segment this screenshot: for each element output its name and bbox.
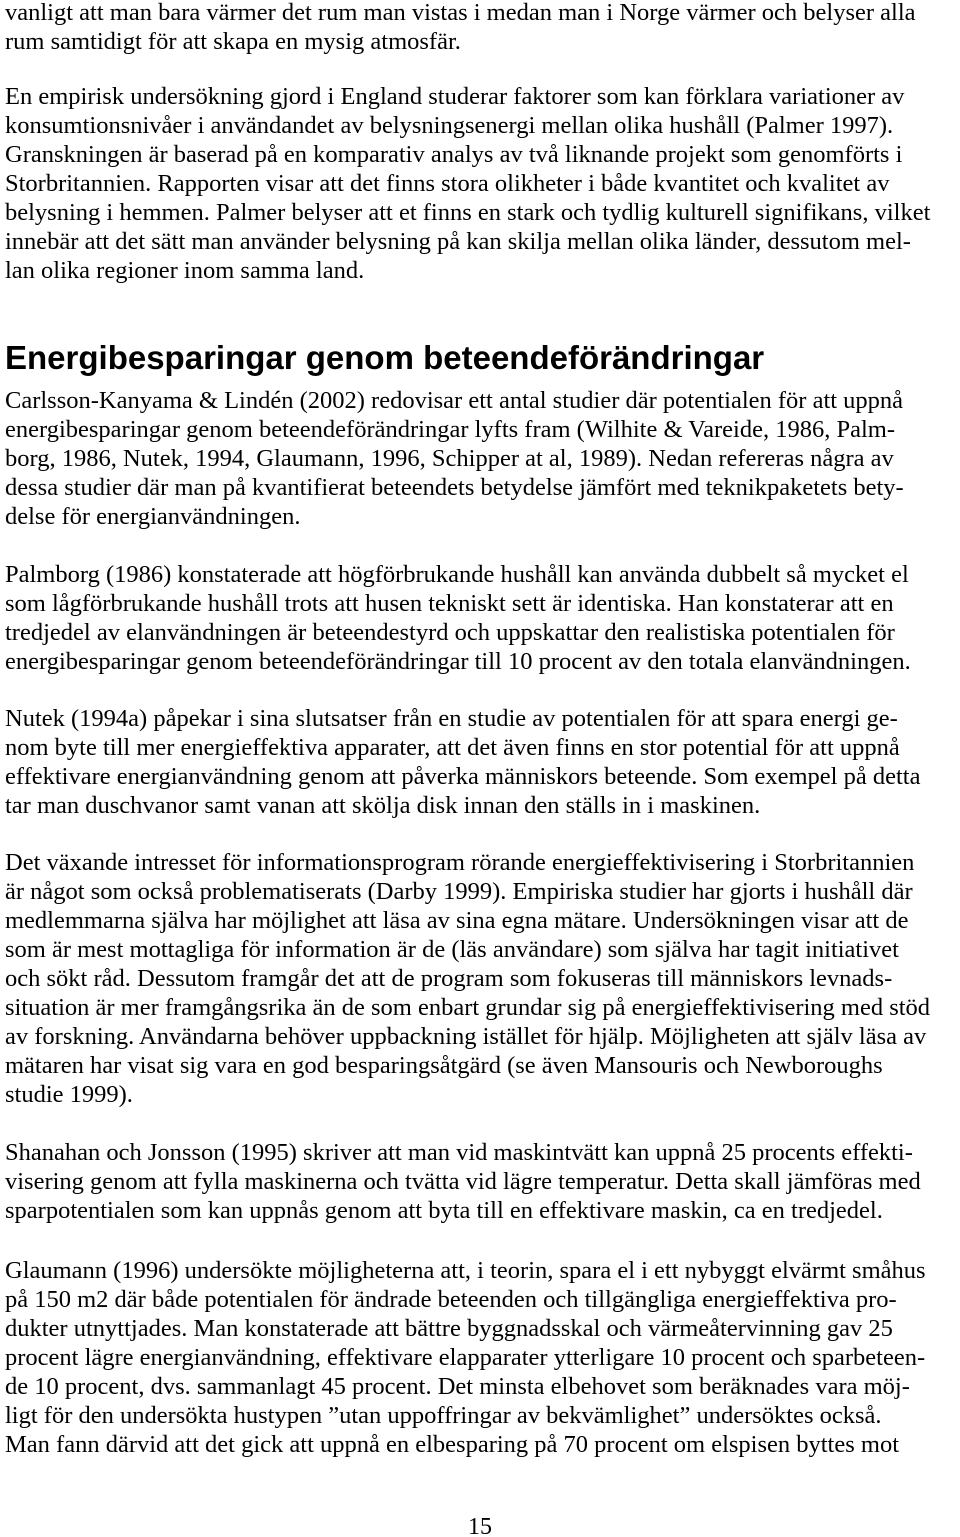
text-line: medlemmarna själva har möjlighet att läsa av sina egna mätare. Undersökningen visar att de [5, 907, 909, 934]
text-line: effektivare energianvändning genom att påverka människors beteende. Som exempel på detta [5, 763, 921, 790]
text-line: procent lägre energianvändning, effektivare elapparater ytterligare 10 procent och sparbeteen- [5, 1344, 926, 1371]
text-line: rum samtidigt för att skapa en mysig atmosfär. [5, 28, 461, 55]
page-number: 15 [468, 1514, 492, 1537]
text-line: vanligt att man bara värmer det rum man vistas i medan man i Norge värmer och belyser alla [5, 0, 916, 26]
paragraph [5, 560, 955, 676]
section-heading: Energibesparingar genom beteendeförändringar [5, 339, 765, 376]
text-line: energibesparingar genom beteendeförändringar lyfts fram (Wilhite & Vareide, 1986, Palm- [5, 416, 896, 443]
text-line: sparpotentialen som kan uppnås genom att byta till en effektivare maskin, ca en tredjedel. [5, 1197, 883, 1224]
text-line: Granskningen är baserad på en komparativ analys av två liknande projekt som genomförts i [5, 141, 903, 168]
text-line: visering genom att fylla maskinerna och tvätta vid lägre temperatur. Detta skall jämföras med [5, 1168, 921, 1195]
text-line: Storbritannien. Rapporten visar att det finns stora olikheter i både kvantitet och kvalitet av [5, 170, 890, 197]
text-line: Palmborg (1986) konstaterade att högförbrukande hushåll kan använda dubbelt så mycket el [5, 561, 909, 588]
text-line: Det växande intresset för informationsprogram rörande energieffektivisering i Storbritannien [5, 849, 915, 876]
text-line: mätaren har visat sig vara en god besparingsåtgärd (se även Mansouris och Newboroughs [5, 1052, 883, 1079]
paragraph [5, 386, 955, 531]
paragraph [5, 0, 955, 56]
paragraph [5, 82, 955, 285]
text-line: Nutek (1994a) påpekar i sina slutsatser från en studie av potentialen för att spara energi ge- [5, 705, 898, 732]
text-line: Carlsson-Kanyama & Lindén (2002) redovisar ett antal studier där potentialen för att uppnå [5, 387, 904, 414]
paragraph [5, 848, 955, 1109]
paragraph [5, 1138, 955, 1225]
text-line: de 10 procent, dvs. sammanlagt 45 procent. Det minsta elbehovet som beräknades vara möj- [5, 1373, 910, 1400]
text-line: konsumtionsnivåer i användandet av belysningsenergi mellan olika hushåll (Palmer 1997). [5, 112, 894, 139]
paragraph [5, 704, 955, 820]
text-line: delse för energianvändningen. [5, 503, 301, 530]
text-line: En empirisk undersökning gjord i England studerar faktorer som kan förklara variationer av [5, 83, 905, 110]
text-line: och sökt råd. Dessutom framgår det att de program som fokuseras till människors levnads- [5, 965, 893, 992]
text-line: som är mest mottagliga för information är de (läs användare) som själva har tagit initiativet [5, 936, 899, 963]
text-line: innebär att det sätt man använder belysning på kan skilja mellan olika länder, dessutom mel- [5, 228, 911, 255]
text-line: dessa studier där man på kvantifierat beteendets betydelse jämfört med teknikpaketets bety- [5, 474, 904, 501]
text-line: Glaumann (1996) undersökte möjligheterna att, i teorin, spara el i ett nybyggt elvärmt småhus [5, 1257, 926, 1284]
text-line: är något som också problematiserats (Darby 1999). Empiriska studier har gjorts i hushåll där [5, 878, 913, 905]
text-line: ligt för den undersökta hustypen ”utan uppoffringar av bekvämlighet” undersöktes också. [5, 1402, 882, 1429]
text-line: nom byte till mer energieffektiva apparater, att det även finns en stor potential för att uppnå [5, 734, 900, 761]
text-line: studie 1999). [5, 1081, 133, 1108]
text-line: tar man duschvanor samt vanan att skölja disk innan den ställs in i maskinen. [5, 792, 761, 819]
text-line: tredjedel av elanvändningen är beteendestyrd och uppskattar den realistiska potentialen för [5, 619, 895, 646]
text-line: på 150 m2 där både potentialen för ändrade beteenden och tillgängliga energieffektiva pro- [5, 1286, 897, 1313]
text-line: energibesparingar genom beteendeförändringar till 10 procent av den totala elanvändningen. [5, 648, 911, 675]
text-line: Shanahan och Jonsson (1995) skriver att man vid maskintvätt kan uppnå 25 procents effekti- [5, 1139, 913, 1166]
text-line: lan olika regioner inom samma land. [5, 257, 365, 284]
text-line: borg, 1986, Nutek, 1994, Glaumann, 1996, Schipper at al, 1989). Nedan refereras några av [5, 445, 894, 472]
text-line: av forskning. Användarna behöver uppbackning istället för hjälp. Möjligheten att själv läsa av [5, 1023, 927, 1050]
text-line: Man fann därvid att det gick att uppnå en elbesparing på 70 procent om elspisen byttes mot [5, 1431, 900, 1458]
text-line: situation är mer framgångsrika än de som enbart grundar sig på energieffektivisering med stöd [5, 994, 931, 1021]
text-line: som lågförbrukande hushåll trots att husen tekniskt sett är identiska. Han konstaterar att en [5, 590, 894, 617]
text-line: dukter utnyttjades. Man konstaterade att bättre byggnadsskal och värmeåtervinning gav 25 [5, 1315, 893, 1342]
paragraph [5, 1256, 955, 1459]
text-line: belysning i hemmen. Palmer belyser att et finns en stark och tydlig kulturell signifikans, vilket [5, 199, 931, 226]
